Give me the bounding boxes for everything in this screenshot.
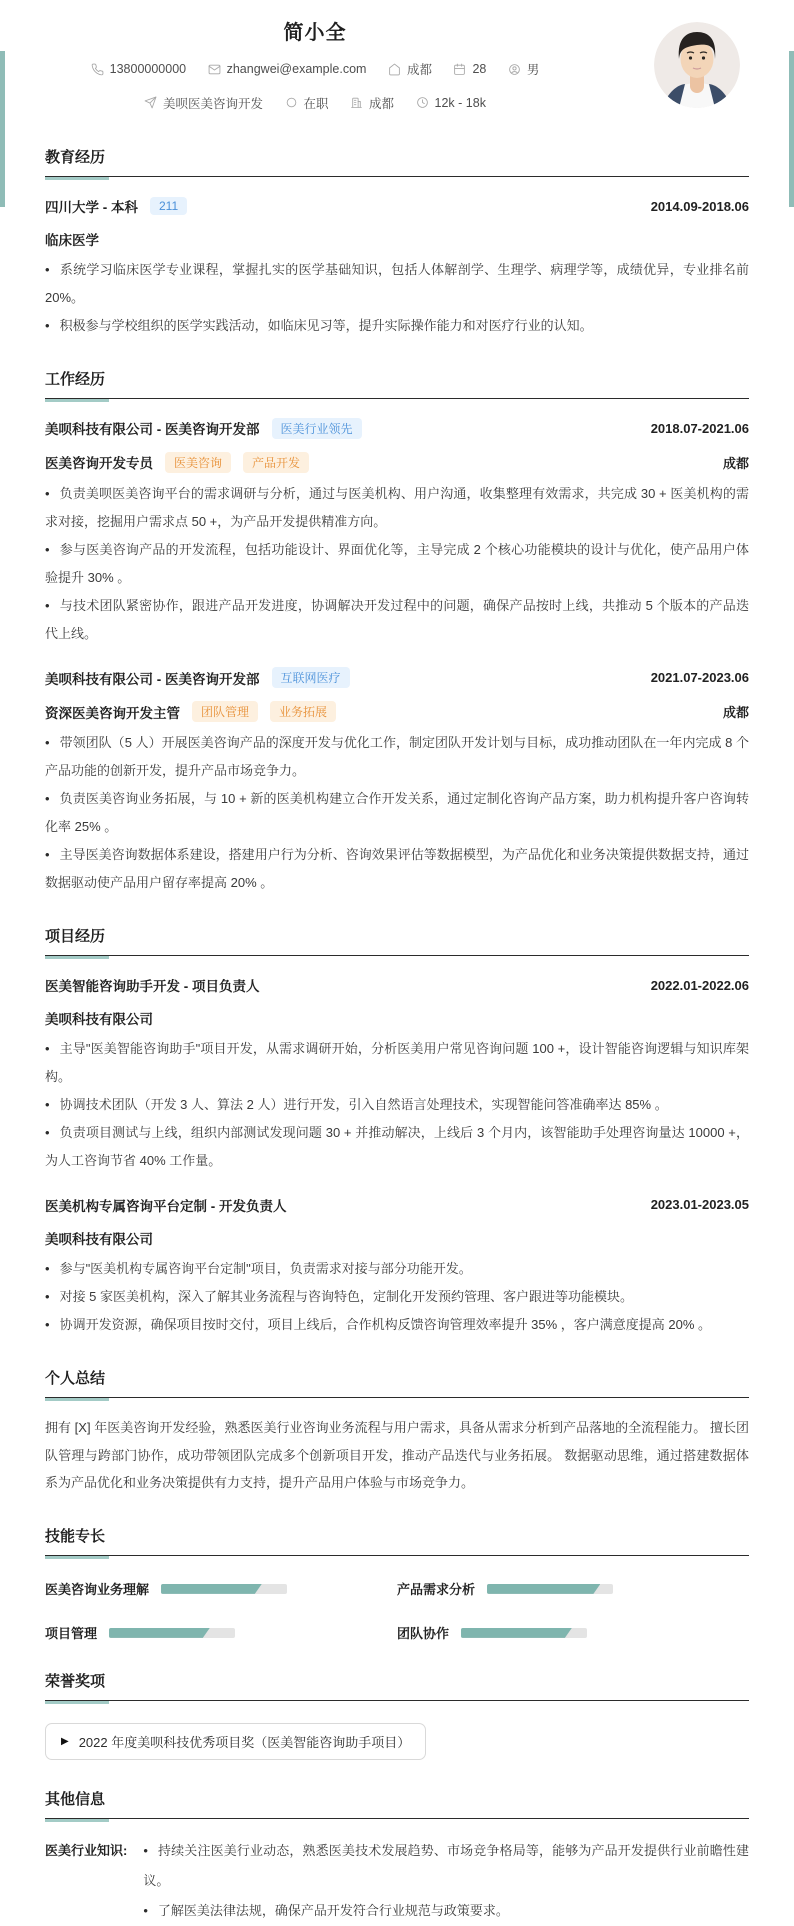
job-tag: 团队管理 — [192, 701, 258, 722]
job-bullet: • 负责美呗医美咨询平台的需求调研与分析，通过与医美机构、用户沟通，收集整理有效需求，共完成 30 + 医美机构的需求对接，挖掘用户需求点 50 +，为产品开发提供精准方向。 — [45, 480, 749, 536]
skill-bar — [487, 1584, 613, 1594]
project-entry-2 — [45, 1195, 749, 1339]
gender-item — [508, 60, 540, 78]
project-bullet: • 负责项目测试与上线，组织内部测试发现问题 30 + 并推动解决，上线后 3 个月内，该智能助手处理咨询量达 10000 +，为人工咨询节省 40% 工作量。 — [45, 1119, 749, 1175]
skill-label: 团队协作 — [397, 1626, 450, 1642]
salary-value: 12k - 18k — [434, 95, 486, 110]
job-bullet: • 主导医美咨询数据体系建设，搭建用户行为分析、咨询效果评估等数据模型，为产品优化和业务决策提供数据支持，通过数据驱动使产品用户留存率提高 20% 。 — [45, 841, 749, 897]
job-city: 成都 — [722, 705, 749, 721]
honor-item[interactable] — [45, 1723, 426, 1760]
skills-section — [45, 1525, 749, 1642]
other-info-bullets — [143, 1836, 749, 1926]
other-info-bullet: • 了解医美法律法规，确保产品开发符合行业规范与政策要求。 — [143, 1896, 749, 1926]
gender-icon — [508, 63, 521, 76]
school-name: 四川大学 - 本科 — [45, 200, 138, 215]
honors-section — [45, 1670, 749, 1760]
summary-section — [45, 1367, 749, 1498]
project-bullet: • 协调技术团队（开发 3 人、算法 2 人）进行开发，引入自然语言处理技术，实现智能问答准确率达 85% 。 — [45, 1091, 749, 1119]
job-position: 医美咨询开发专员 — [45, 456, 153, 472]
target-position-item — [144, 94, 263, 112]
phone-value: 13800000000 — [109, 62, 187, 76]
salary-item — [416, 96, 486, 110]
job-bullets — [45, 480, 749, 648]
skill-bar — [161, 1584, 287, 1594]
project-bullet: • 主导"医美智能咨询助手"项目开发，从需求调研开始，分析医美用户常见咨询问题 100 +，设计智能咨询逻辑与知识库架构。 — [45, 1035, 749, 1091]
other-info-row — [45, 1836, 749, 1926]
summary-text: 拥有 [X] 年医美咨询开发经验，熟悉医美行业咨询业务流程与用户需求，具备从需求分析到产品落地的全流程能力。 擅长团队管理与跨部门协作，成功带领团队完成多个创新项目开发，推动产品迭代与业务拓展。 数据驱动思维，通过搭建数据体系为产品优化和业务决策提供有力支持，提升产品用户体验与市场竞争力。 — [45, 1419, 749, 1491]
skill-label: 项目管理 — [45, 1626, 98, 1642]
home-icon — [388, 63, 401, 76]
calendar-icon — [453, 63, 466, 76]
expand-triangle-icon: ▶ — [61, 1736, 69, 1748]
other-info-label: 医美行业知识: — [45, 1843, 128, 1859]
education-bullets — [45, 256, 749, 340]
avatar-illustration — [654, 22, 740, 108]
position-icon — [144, 96, 157, 109]
skill-bar-fill — [487, 1584, 600, 1594]
job-status-item — [285, 94, 329, 112]
education-section — [45, 146, 749, 340]
email-value: zhangwei@example.com — [226, 62, 367, 76]
contact-row-2 — [0, 94, 630, 113]
age-value: 28 — [472, 62, 487, 76]
work-title: 工作经历 — [45, 368, 749, 399]
education-entry-head — [45, 196, 749, 216]
projects-title: 项目经历 — [45, 925, 749, 956]
skills-grid — [45, 1579, 749, 1642]
job-position: 资深医美咨询开发主管 — [45, 705, 180, 721]
job-date: 2021.07-2023.06 — [650, 670, 749, 686]
skill-row — [397, 1623, 749, 1642]
job-bullet: • 带领团队（5 人）开展医美咨询产品的深度开发与优化工作，制定团队开发计划与目标，成功推动团队在一年内完成 8 个产品功能的创新开发，提升产品市场竞争力。 — [45, 729, 749, 785]
education-bullet: • 系统学习临床医学专业课程，掌握扎实的医学基础知识，包括人体解剖学、生理学、病理学等，成绩优异，专业排名前 20%。 — [45, 256, 749, 312]
project-date: 2023.01-2023.05 — [650, 1197, 749, 1213]
job-date: 2018.07-2021.06 — [650, 420, 749, 436]
job-entry-1 — [45, 418, 749, 648]
company-name: 美呗科技有限公司 - 医美咨询开发部 — [45, 422, 260, 438]
resume-header — [0, 0, 794, 118]
salary-icon — [416, 96, 429, 109]
summary-title: 个人总结 — [45, 1367, 749, 1398]
phone-icon — [91, 63, 104, 76]
project-bullets — [45, 1255, 749, 1339]
education-bullet: • 积极参与学校组织的医学实践活动，如临床见习等，提升实际操作能力和对医疗行业的认知。 — [45, 312, 749, 340]
home-city-item — [388, 60, 432, 78]
job-tag: 业务拓展 — [270, 701, 336, 722]
honor-text: 2022 年度美呗科技优秀项目奖（医美智能咨询助手项目） — [78, 1735, 411, 1751]
gender-value: 男 — [526, 63, 540, 77]
skill-row — [45, 1579, 397, 1598]
avatar-photo — [654, 22, 740, 108]
email-item — [208, 62, 367, 76]
honors-title: 荣誉奖项 — [45, 1670, 749, 1701]
project-bullet: • 协调开发资源，确保项目按时交付，项目上线后，合作机构反馈咨询管理效率提升 35% ，客户满意度提高 20% 。 — [45, 1311, 749, 1339]
work-city-item — [350, 94, 394, 112]
skill-row — [45, 1623, 397, 1642]
job-city: 成都 — [722, 455, 749, 471]
skill-bar-fill — [461, 1628, 572, 1638]
contact-row-1 — [0, 60, 630, 79]
candidate-name: 简小全 — [283, 22, 347, 44]
education-date: 2014.09-2018.06 — [650, 198, 749, 214]
work-city-value: 成都 — [369, 96, 395, 111]
skill-bar-fill — [109, 1628, 210, 1638]
job-bullet: • 负责医美咨询业务拓展，与 10 + 新的医美机构建立合作开发关系，通过定制化咨询产品方案，助力机构提升客户咨询转化率 25% 。 — [45, 785, 749, 841]
skill-bar-fill — [161, 1584, 262, 1594]
target-position-value: 美呗医美咨询开发 — [163, 96, 264, 111]
age-item — [453, 62, 486, 76]
project-name: 医美智能咨询助手开发 - 项目负责人 — [45, 979, 260, 995]
project-date: 2022.01-2022.06 — [650, 977, 749, 993]
other-info-title: 其他信息 — [45, 1788, 749, 1819]
city-icon — [350, 96, 363, 109]
job-status-value: 在职 — [303, 96, 329, 111]
project-company: 美呗科技有限公司 — [45, 1012, 153, 1028]
other-info-section — [45, 1788, 749, 1926]
education-major: 临床医学 — [45, 233, 99, 248]
job-entry-2 — [45, 667, 749, 897]
phone-item — [91, 62, 186, 76]
project-bullet: • 参与"医美机构专属咨询平台定制"项目，负责需求对接与部分功能开发。 — [45, 1255, 749, 1283]
home-city-value: 成都 — [406, 63, 432, 77]
company-badge: 医美行业领先 — [272, 418, 362, 439]
skill-label: 产品需求分析 — [397, 1582, 476, 1598]
project-name: 医美机构专属咨询平台定制 - 开发负责人 — [45, 1198, 287, 1214]
project-bullet: • 对接 5 家医美机构，深入了解其业务流程与咨询特色，定制化开发预约管理、客户跟进等功能模块。 — [45, 1283, 749, 1311]
company-name: 美呗科技有限公司 - 医美咨询开发部 — [45, 671, 260, 687]
email-icon — [208, 63, 221, 76]
job-tag: 医美咨询 — [165, 452, 231, 473]
skill-bar — [461, 1628, 587, 1638]
skill-label: 医美咨询业务理解 — [45, 1582, 150, 1598]
school-211-badge: 211 — [150, 197, 187, 215]
education-title: 教育经历 — [45, 146, 749, 177]
skills-title: 技能专长 — [45, 1525, 749, 1556]
company-badge: 互联网医疗 — [272, 667, 350, 688]
skill-bar — [109, 1628, 235, 1638]
job-bullets — [45, 729, 749, 897]
project-entry-1 — [45, 975, 749, 1175]
project-bullets — [45, 1035, 749, 1175]
job-bullet: • 参与医美咨询产品的开发流程，包括功能设计、界面优化等，主导完成 2 个核心功能模块的设计与优化，使产品用户体验提升 30% 。 — [45, 536, 749, 592]
job-bullet: • 与技术团队紧密协作，跟进产品开发进度，协调解决开发过程中的问题，确保产品按时上线，共推动 5 个版本的产品迭代上线。 — [45, 592, 749, 648]
work-section — [45, 368, 749, 897]
other-info-bullet: • 持续关注医美行业动态，熟悉医美技术发展趋势、市场竞争格局等，能够为产品开发提供行业前瞻性建议。 — [143, 1836, 749, 1896]
project-company: 美呗科技有限公司 — [45, 1231, 153, 1247]
projects-section — [45, 925, 749, 1339]
skill-row — [397, 1579, 749, 1598]
job-tag: 产品开发 — [243, 452, 309, 473]
status-icon — [285, 96, 298, 109]
